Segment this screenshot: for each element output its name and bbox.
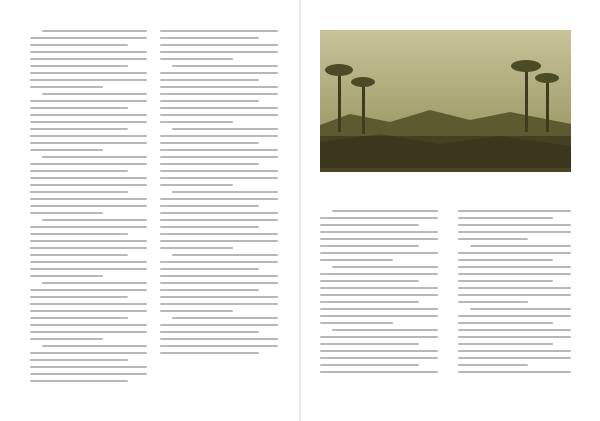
left-page-column-1 bbox=[30, 30, 147, 400]
left-page-column-2 bbox=[160, 30, 278, 400]
figure-image bbox=[320, 30, 571, 172]
figure-caption bbox=[330, 176, 570, 186]
figure-title bbox=[328, 140, 563, 156]
right-page-footer bbox=[316, 407, 571, 415]
right-page-column-2 bbox=[458, 210, 571, 400]
right-page-column-1 bbox=[320, 210, 438, 400]
page-gutter bbox=[299, 0, 301, 421]
left-page-footer bbox=[30, 407, 285, 415]
